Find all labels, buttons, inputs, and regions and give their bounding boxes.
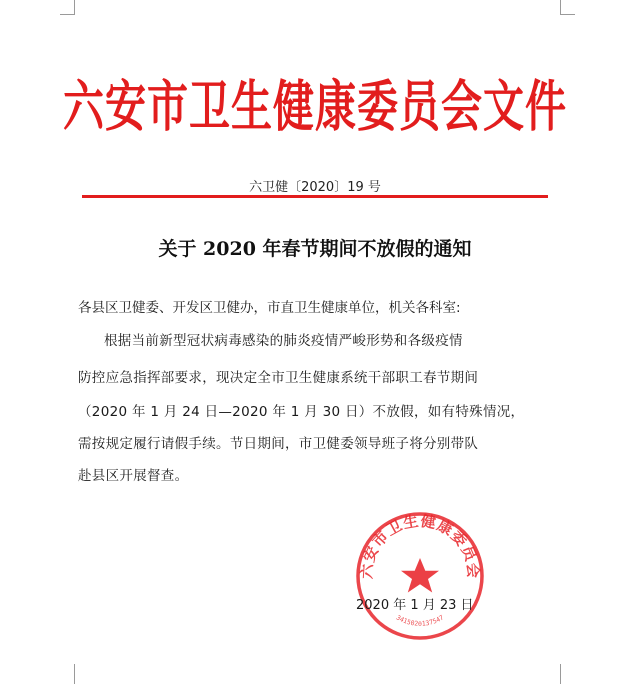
notice-title: 关于 2020 年春节期间不放假的通知 <box>158 238 472 260</box>
crop-mark-top-left <box>60 0 75 15</box>
body-line-4: 需按规定履行请假手续。节日期间，市卫健委领导班子将分别带队 <box>78 436 479 452</box>
document-number: 六卫健〔2020〕19 号 <box>249 180 381 195</box>
salutation: 各县区卫健委、开发区卫健办，市直卫生健康单位，机关各科室: <box>78 300 461 316</box>
letterhead-title: 六安市卫生健康委员会文件 <box>63 74 567 139</box>
red-divider-line <box>82 195 548 198</box>
body-line-1: 根据当前新型冠状病毒感染的肺炎疫情严峻形势和各级疫情 <box>104 333 463 349</box>
crop-mark-top-right <box>560 0 575 15</box>
issue-date: 2020 年 1 月 23 日 <box>356 598 474 613</box>
seal-text: 六安市卫生健康委员会 <box>357 511 483 580</box>
official-seal <box>352 508 488 644</box>
seal-star <box>401 558 439 593</box>
body-line-2: 防控应急指挥部要求，现决定全市卫生健康系统干部职工春节期间 <box>78 370 479 386</box>
body-line-5: 赴县区开展督查。 <box>78 468 189 484</box>
crop-mark-bottom-left <box>60 664 75 684</box>
seal-number: 3415020137547 <box>394 613 446 628</box>
crop-mark-bottom-right <box>560 664 575 684</box>
body-line-3: （2020 年 1 月 24 日—2020 年 1 月 30 日）不放假，如有特殊情况， <box>78 404 525 420</box>
